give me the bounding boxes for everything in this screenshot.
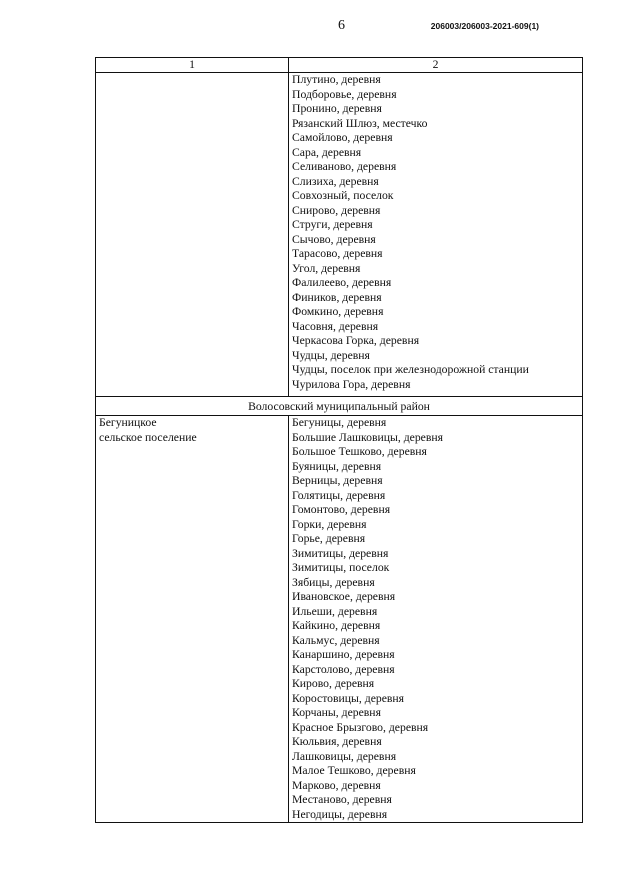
settlement-item: Канаршино, деревня: [292, 648, 395, 661]
settlement-item: Сычово, деревня: [292, 232, 376, 246]
municipality-cell: [96, 416, 289, 823]
settlement-item: Ивановское, деревня: [292, 590, 396, 603]
municipality-cell-empty: [96, 73, 289, 397]
settlement-item: Плутино, деревня: [292, 73, 381, 86]
settlement-item: Снирово, деревня: [292, 203, 381, 217]
district-name: Волосовский муниципальный район: [96, 397, 583, 416]
settlement-item: Кирово, деревня: [292, 677, 375, 690]
settlement-item: Чудцы, поселок при железнодорожной станции: [292, 363, 529, 376]
settlement-item: Коростовицы, деревня: [292, 691, 405, 705]
district-row: [96, 397, 583, 416]
settlement-item: Зябицы, деревня: [292, 575, 375, 589]
settlement-item: Кайкино, деревня: [292, 619, 381, 632]
settlement-item: Малое Тешково, деревня: [292, 764, 416, 777]
settlement-item: Подборовье, деревня: [292, 87, 397, 101]
settlement-item: Чудцы, деревня: [292, 348, 370, 362]
settlement-item: Большое Тешково, деревня: [292, 445, 427, 458]
settlement-item: Большие Лашковицы, деревня: [292, 430, 444, 444]
settlement-item: Марково, деревня: [292, 778, 381, 792]
column-header-2: 2: [289, 58, 583, 73]
column-header-1: 1: [96, 58, 289, 73]
settlement-item: Ильеши, деревня: [292, 604, 378, 618]
settlement-item: Гомонтово, деревня: [292, 503, 391, 516]
settlement-item: Карстолово, деревня: [292, 662, 395, 676]
settlement-item: Селиваново, деревня: [292, 160, 397, 173]
settlement-item: Корчаны, деревня: [292, 706, 381, 719]
settlement-item: Фомкино, деревня: [292, 305, 384, 318]
table-row: [96, 416, 583, 823]
settlement-item: Фиников, деревня: [292, 290, 382, 304]
settlement-item: Лашковицы, деревня: [292, 749, 397, 763]
municipality-name: Бегуницкое: [99, 416, 157, 429]
settlement-item: Тарасово, деревня: [292, 247, 383, 260]
settlement-item: Кальмус, деревня: [292, 633, 380, 647]
settlement-item: Сара, деревня: [292, 145, 362, 159]
table-header-row: [96, 58, 583, 73]
settlement-item: Зимитицы, поселок: [292, 561, 390, 574]
settlement-list: [289, 73, 583, 397]
settlement-item: Черкасова Горка, деревня: [292, 334, 420, 347]
settlement-item: Угол, деревня: [292, 261, 361, 275]
settlement-item: Горки, деревня: [292, 517, 367, 531]
municipality-type: сельское поселение: [99, 430, 197, 444]
document-id: 206003/206003-2021-609(1): [430, 21, 539, 31]
settlement-item: Фалилеево, деревня: [292, 276, 392, 289]
settlement-item: Местаново, деревня: [292, 793, 392, 806]
settlement-item: Совхозный, поселок: [292, 189, 394, 202]
settlement-item: Самойлово, деревня: [292, 131, 393, 144]
settlement-item: Бегуницы, деревня: [292, 416, 387, 429]
settlement-item: Чурилова Гора, деревня: [292, 377, 411, 391]
settlement-item: Рязанский Шлюз, местечко: [292, 116, 428, 130]
settlements-table: [95, 57, 583, 823]
settlement-item: Горье, деревня: [292, 532, 366, 545]
settlement-item: Красное Брызгово, деревня: [292, 720, 429, 734]
settlement-item: Слизиха, деревня: [292, 174, 379, 188]
table-row: [96, 73, 583, 397]
settlement-item: Кюльвия, деревня: [292, 735, 382, 748]
settlement-item: Верницы, деревня: [292, 474, 383, 487]
settlement-list: [289, 416, 583, 823]
settlement-item: Голятицы, деревня: [292, 488, 386, 502]
settlement-item: Часовня, деревня: [292, 319, 379, 333]
settlement-item: Струги, деревня: [292, 218, 373, 231]
settlement-item: Негодицы, деревня: [292, 807, 388, 821]
settlement-item: Зимитицы, деревня: [292, 546, 389, 560]
settlement-item: Буяницы, деревня: [292, 459, 382, 473]
page-number: 6: [338, 18, 345, 33]
settlement-item: Пронино, деревня: [292, 102, 382, 115]
